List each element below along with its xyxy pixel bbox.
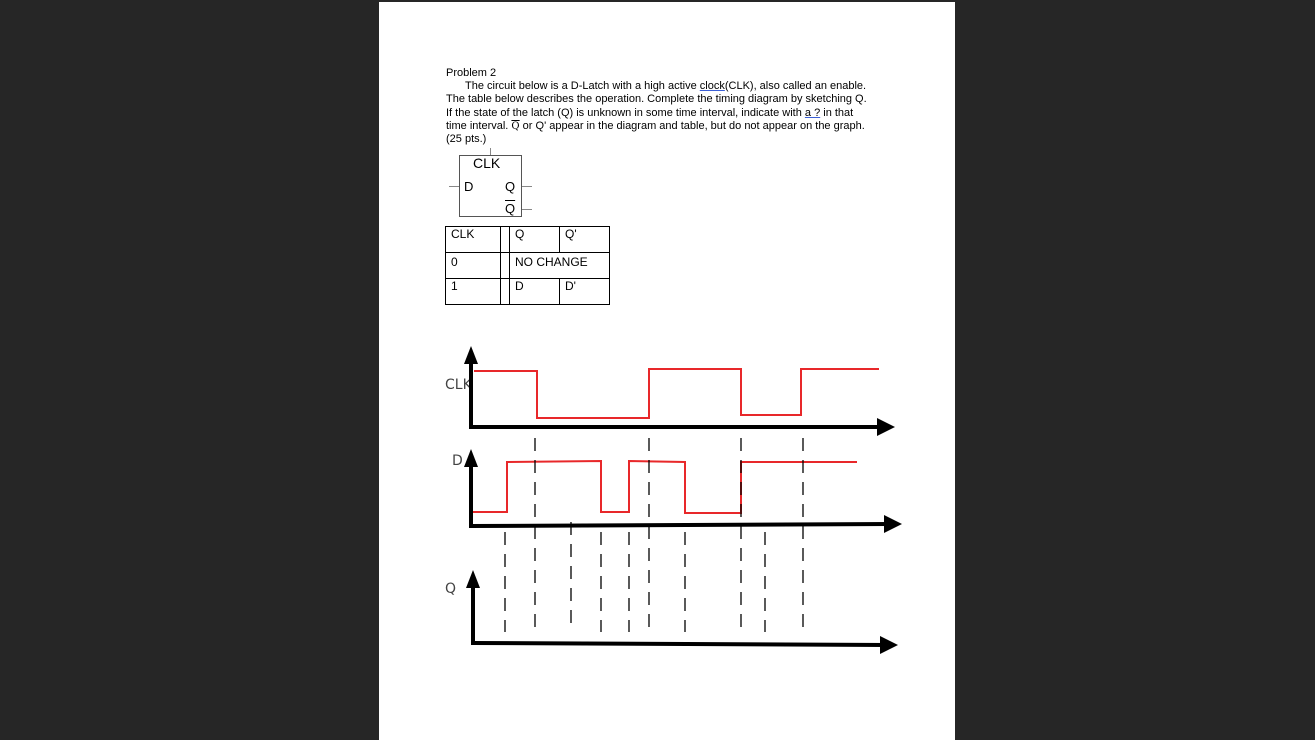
table-divider: [501, 253, 510, 279]
latch-qbar-label: $\overline{Q}$: [505, 201, 516, 216]
d-x-arrow: [884, 515, 902, 533]
latch-q-label: Q: [505, 179, 516, 194]
table-header-qprime: Q': [560, 227, 610, 253]
table-row: [446, 253, 610, 279]
document-page: [379, 2, 955, 740]
line4-text: time interval.: [446, 119, 512, 132]
d-x-axis: [471, 524, 891, 526]
table-divider: [501, 227, 510, 253]
latch-qbar-pin: [522, 209, 532, 210]
q-x-arrow: [880, 636, 898, 654]
table-divider: [501, 279, 510, 305]
table-cell: 1: [446, 279, 501, 305]
q-x-axis: [473, 643, 887, 645]
problem-line-5: (25 pts.): [446, 133, 487, 146]
table-header-q: Q: [510, 227, 560, 253]
spellcheck-word-a: a ?: [804, 106, 821, 119]
qbar-symbol: $\overline{Q}$: [511, 120, 520, 132]
time-guide-lines: [505, 438, 803, 632]
problem-line-4: [446, 120, 916, 133]
table-row: [446, 227, 610, 253]
timing-diagram: [379, 332, 955, 662]
table-cell: NO CHANGE: [510, 253, 610, 279]
line1-text: The circuit below is a D-Latch with a high active: [465, 80, 700, 93]
table-row: [446, 279, 610, 305]
clk-waveform: [474, 369, 879, 418]
q-y-arrow: [466, 570, 480, 588]
line4-text-end: or Q' appear in the diagram and table, but do not appear on the graph.: [519, 119, 865, 132]
latch-clk-pin: [490, 148, 491, 155]
spellcheck-word-clock: clock: [699, 80, 725, 93]
line3-text-end: in that: [820, 106, 854, 119]
d-axis-label: D: [452, 453, 463, 469]
latch-d-label: D: [464, 179, 474, 194]
problem-title: Problem 2: [446, 67, 497, 79]
line1-text-end: (CLK), also called an enable.: [724, 80, 867, 93]
clk-x-arrow: [877, 418, 895, 436]
problem-line-3: [446, 107, 916, 120]
problem-line-1: [446, 80, 916, 93]
latch-d-pin: [449, 186, 459, 187]
table-cell: D: [510, 279, 560, 305]
clk-y-arrow: [464, 346, 478, 364]
q-axis-label: Q: [445, 581, 457, 597]
d-y-arrow: [464, 449, 478, 467]
latch-q-pin: [522, 186, 532, 187]
clk-axis-label: CLK: [445, 377, 472, 393]
table-cell: 0: [446, 253, 501, 279]
line3-text: If the state of the latch (Q) is unknown in some time interval, indicate with: [446, 106, 805, 119]
problem-text: [446, 67, 916, 146]
problem-line-2: The table below describes the operation. Complete the timing diagram by sketching Q.: [446, 93, 867, 106]
table-header-clk: CLK: [446, 227, 501, 253]
d-latch-symbol: [459, 155, 522, 217]
truth-table: [445, 226, 610, 305]
d-waveform: [473, 461, 857, 513]
table-cell: D': [560, 279, 610, 305]
latch-clk-label: CLK: [473, 155, 501, 171]
